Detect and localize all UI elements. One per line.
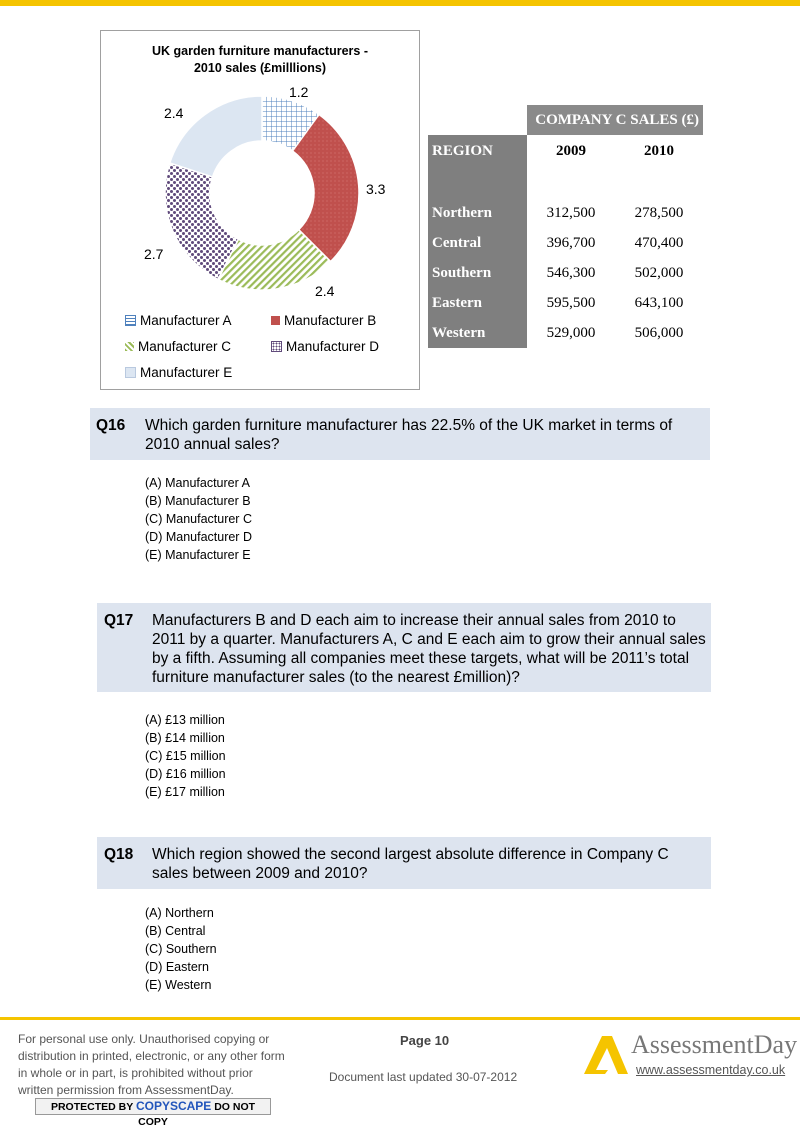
option-d[interactable]: (D) Manufacturer D <box>145 530 252 544</box>
question-16-text: Which garden furniture manufacturer has 22.5% of the UK market in terms of 2010 annual sales? <box>145 417 673 453</box>
table-header-2010: 2010 <box>644 143 674 159</box>
question-18-number: Q18 <box>104 846 134 863</box>
legend-swatch-c <box>125 342 134 351</box>
page-number: Page 10 <box>400 1033 450 1048</box>
slice-label-c: 2.4 <box>315 283 335 299</box>
option-d[interactable]: (D) £16 million <box>145 767 226 781</box>
question-17-text: Manufacturers B and D each aim to increase their annual sales from 2010 to 2011 by a quarter. Manufacturers A, C and E each aim to grow their annual sales by a fifth. Assuming all companies meet these targets, what will be 2011’s total furniture manufacturer sales (to the nearest £million)? <box>152 612 706 686</box>
copyscape-pre: PROTECTED BY <box>50 1101 134 1113</box>
option-b[interactable]: (B) £14 million <box>145 731 225 745</box>
doughnut-chart <box>100 30 420 390</box>
assessmentday-logo-icon <box>578 1030 630 1078</box>
copyright-notice: For personal use only. Unauthorised copying or distribution in printed, electronic, or any other form in whole or in part, is prohibited without prior written permission from AssessmentDay. <box>18 1032 285 1097</box>
value-2009-cell: 396,700 <box>546 234 596 251</box>
bottom-accent-bar <box>0 1017 800 1020</box>
chart-title-line-1: UK garden furniture manufacturers - <box>151 44 368 58</box>
top-accent-bar <box>0 0 800 6</box>
slice-manufacturer-e <box>170 96 262 177</box>
region-cell: Eastern <box>428 288 527 318</box>
value-2010-cell: 502,000 <box>634 264 684 281</box>
option-e[interactable]: (E) £17 million <box>145 785 225 799</box>
option-c[interactable]: (C) Manufacturer C <box>145 512 252 526</box>
value-2010-cell: 643,100 <box>634 294 684 311</box>
question-16-number: Q16 <box>96 417 126 434</box>
question-18-options <box>145 904 217 994</box>
region-cell: Western <box>428 318 527 348</box>
slice-label-b: 3.3 <box>366 181 386 197</box>
brand-name: AssessmentDay <box>631 1030 798 1059</box>
brand-url-link[interactable]: www.assessmentday.co.uk <box>636 1063 786 1077</box>
question-18-box <box>97 837 711 889</box>
question-17-box <box>97 603 711 692</box>
question-17-options <box>145 711 226 801</box>
copyscape-post: DO NOT COPY <box>138 1101 256 1128</box>
last-updated: Document last updated 30-07-2012 <box>329 1070 518 1084</box>
legend-swatch-a <box>125 315 136 326</box>
value-2009-cell: 595,500 <box>546 294 596 311</box>
option-b[interactable]: (B) Manufacturer B <box>145 494 251 508</box>
region-cell: Northern <box>428 198 527 228</box>
legend-swatch-e <box>125 367 136 378</box>
legend-swatch-d <box>271 341 282 352</box>
question-16-options <box>145 474 252 564</box>
legend-swatch-b <box>271 316 280 325</box>
legend-label-a: Manufacturer A <box>140 313 232 328</box>
chart-svg <box>101 31 419 389</box>
question-18-text: Which region showed the second largest absolute difference in Company C sales between 2009 and 2010? <box>152 846 669 882</box>
option-a[interactable]: (A) £13 million <box>145 713 225 727</box>
table-header-2009: 2009 <box>556 143 586 159</box>
value-2010-cell: 470,400 <box>634 234 684 251</box>
table-header-region: REGION <box>428 135 527 168</box>
question-17-number: Q17 <box>104 612 134 629</box>
option-b[interactable]: (B) Central <box>145 924 206 938</box>
table-row <box>428 288 703 318</box>
value-2009-cell: 529,000 <box>546 324 596 341</box>
slice-label-d: 2.7 <box>144 246 164 262</box>
value-2010-cell: 506,000 <box>634 324 684 341</box>
slice-label-a: 1.2 <box>289 84 309 100</box>
legend-item-c <box>125 339 231 354</box>
option-c[interactable]: (C) £15 million <box>145 749 226 763</box>
option-e[interactable]: (E) Western <box>145 978 212 992</box>
copyscape-badge[interactable] <box>35 1098 271 1128</box>
legend-item-a <box>125 313 232 328</box>
option-a[interactable]: (A) Northern <box>145 906 214 920</box>
chart-title-line-2: 2010 sales (£milllions) <box>193 61 326 75</box>
value-2010-cell: 278,500 <box>634 204 684 221</box>
table-row <box>428 258 703 288</box>
option-d[interactable]: (D) Eastern <box>145 960 209 974</box>
legend-label-b: Manufacturer B <box>284 313 377 328</box>
legend-label-d: Manufacturer D <box>286 339 380 354</box>
table-row <box>428 318 703 348</box>
legend-label-c: Manufacturer C <box>138 339 232 354</box>
option-a[interactable]: (A) Manufacturer A <box>145 476 250 490</box>
copyscape-brand: COPYSCAPE <box>135 1099 212 1113</box>
region-cell: Central <box>428 228 527 258</box>
legend-item-e <box>125 365 232 380</box>
table-row <box>428 198 703 228</box>
option-e[interactable]: (E) Manufacturer E <box>145 548 251 562</box>
question-16-box <box>90 408 710 460</box>
value-2009-cell: 546,300 <box>546 264 596 281</box>
legend-item-b <box>271 313 376 328</box>
table-title: COMPANY C SALES (£) <box>527 105 703 135</box>
option-c[interactable]: (C) Southern <box>145 942 217 956</box>
region-cell: Southern <box>428 258 527 288</box>
slice-manufacturer-d <box>165 163 238 279</box>
company-c-sales-table <box>428 105 703 348</box>
value-2009-cell: 312,500 <box>546 204 596 221</box>
slice-label-e: 2.4 <box>164 105 184 121</box>
legend-label-e: Manufacturer E <box>140 365 233 380</box>
legend-item-d <box>271 339 379 354</box>
table-row <box>428 228 703 258</box>
